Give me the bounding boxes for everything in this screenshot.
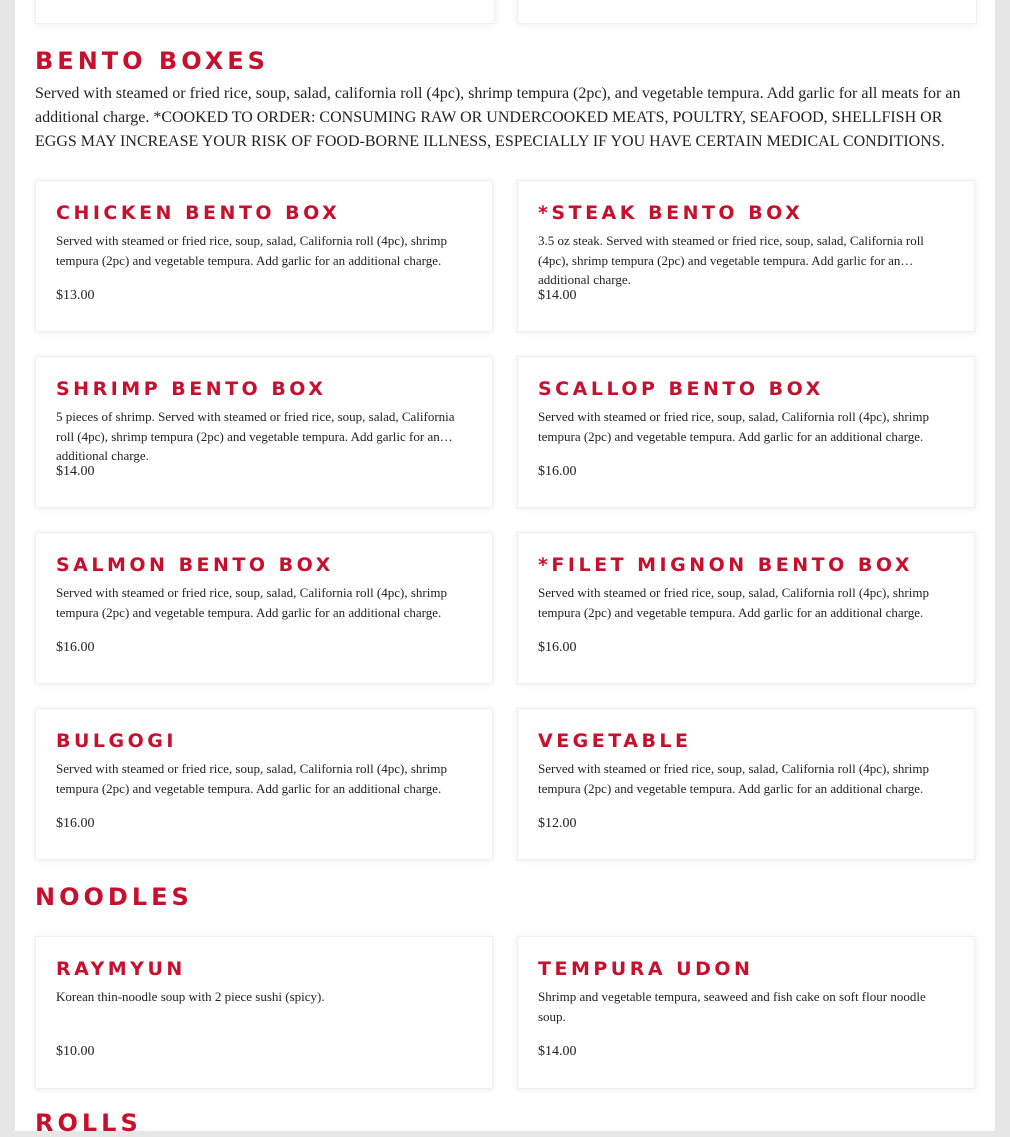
menu-item-card-shrimp-bento-box[interactable] bbox=[35, 356, 493, 508]
menu-item-price: $14.00 bbox=[538, 288, 577, 303]
menu-item-card-raymyun[interactable] bbox=[35, 936, 493, 1089]
menu-item-price: $16.00 bbox=[56, 816, 95, 831]
menu-item-card-steak-bento-box[interactable] bbox=[517, 180, 975, 332]
menu-item-name: SHRIMP BENTO BOX bbox=[56, 378, 327, 400]
menu-item-card-chicken-bento-box[interactable] bbox=[35, 180, 493, 332]
menu-item-card-scallop-bento-box[interactable] bbox=[517, 356, 975, 508]
menu-item-name: *STEAK BENTO BOX bbox=[538, 202, 804, 224]
menu-item-name: VEGETABLE bbox=[538, 730, 692, 752]
menu-item-price: $13.00 bbox=[56, 288, 95, 303]
menu-item-card-filet-mignon-bento-box[interactable] bbox=[517, 532, 975, 684]
section-title-bento-boxes: BENTO BOXES bbox=[35, 47, 269, 75]
menu-item-description: Shrimp and vegetable tempura, seaweed and fish cake on soft flour noodle soup. bbox=[538, 989, 926, 1024]
menu-item-description: Served with steamed or fried rice, soup, salad, California roll (4pc), shrimp tempura (2pc) and vegetable tempura. Add garlic for an additional charge. bbox=[56, 233, 447, 268]
menu-item-description: Korean thin-noodle soup with 2 piece sushi (spicy). bbox=[56, 989, 325, 1004]
menu-item-price: $16.00 bbox=[538, 640, 577, 655]
previous-section-cards bbox=[35, 0, 975, 22]
menu-item-description: Served with steamed or fried rice, soup, salad, California roll (4pc), shrimp tempura (2pc) and vegetable tempura. Add garlic for an additional charge. bbox=[538, 585, 929, 620]
menu-page bbox=[15, 0, 995, 1137]
menu-item-price: $10.00 bbox=[56, 1044, 95, 1059]
menu-item-description: 5 pieces of shrimp. Served with steamed or fried rice, soup, salad, California roll (4pc), shrimp tempura (2pc) and vegetable tempura. Add garlic for an additional charge. bbox=[56, 409, 455, 463]
menu-item-name: SCALLOP BENTO BOX bbox=[538, 378, 824, 400]
menu-item-description: Served with steamed or fried rice, soup, salad, California roll (4pc), shrimp tempura (2pc) and vegetable tempura. Add garlic for an additional charge. bbox=[56, 585, 447, 620]
menu-item-card-bulgogi[interactable] bbox=[35, 708, 493, 860]
section-title-noodles: NOODLES bbox=[35, 883, 193, 911]
menu-item-description: Served with steamed or fried rice, soup, salad, California roll (4pc), shrimp tempura (2pc) and vegetable tempura. Add garlic for an additional charge. bbox=[538, 409, 929, 444]
menu-item-description: Served with steamed or fried rice, soup, salad, California roll (4pc), shrimp tempura (2pc) and vegetable tempura. Add garlic for an additional charge. bbox=[56, 761, 447, 796]
menu-item-card-tempura-udon[interactable] bbox=[517, 936, 975, 1089]
menu-item-price: $14.00 bbox=[56, 464, 95, 479]
menu-item-card[interactable] bbox=[517, 0, 977, 24]
menu-item-card[interactable] bbox=[35, 0, 495, 24]
menu-item-name: *FILET MIGNON BENTO BOX bbox=[538, 554, 913, 576]
menu-item-description: Served with steamed or fried rice, soup, salad, California roll (4pc), shrimp tempura (2pc) and vegetable tempura. Add garlic for an additional charge. bbox=[538, 761, 929, 796]
menu-item-price: $12.00 bbox=[538, 816, 577, 831]
menu-item-price: $16.00 bbox=[538, 464, 577, 479]
menu-item-card-salmon-bento-box[interactable] bbox=[35, 532, 493, 684]
menu-item-name: BULGOGI bbox=[56, 730, 177, 752]
menu-item-name: SALMON BENTO BOX bbox=[56, 554, 334, 576]
menu-item-card-vegetable[interactable] bbox=[517, 708, 975, 860]
section-title-rolls: ROLLS bbox=[35, 1109, 142, 1137]
menu-item-price: $16.00 bbox=[56, 640, 95, 655]
menu-item-name: TEMPURA UDON bbox=[538, 958, 754, 980]
menu-item-description: 3.5 oz steak. Served with steamed or fried rice, soup, salad, California roll (4pc), shrimp tempura (2pc) and vegetable tempura. Add garlic for an additional charge. bbox=[538, 233, 924, 287]
section-description-bento-boxes: Served with steamed or fried rice, soup, salad, california roll (4pc), shrimp tempura (2pc), and vegetable tempura. Add garlic for all meats for an additional charge. *COOKED TO ORDER: CONSUMING RAW OR UNDERCOOKED MEATS, POULTRY, SEAFOOD, SHELLFISH OR EGGS MAY INCREASE YOUR RISK OF FOOD-BORNE ILLNESS, ESPECIALLY IF YOU HAVE CERTAIN MEDICAL CONDITIONS. bbox=[35, 85, 961, 150]
menu-item-name: RAYMYUN bbox=[56, 958, 186, 980]
menu-item-name: CHICKEN BENTO BOX bbox=[56, 202, 341, 224]
menu-item-price: $14.00 bbox=[538, 1044, 577, 1059]
